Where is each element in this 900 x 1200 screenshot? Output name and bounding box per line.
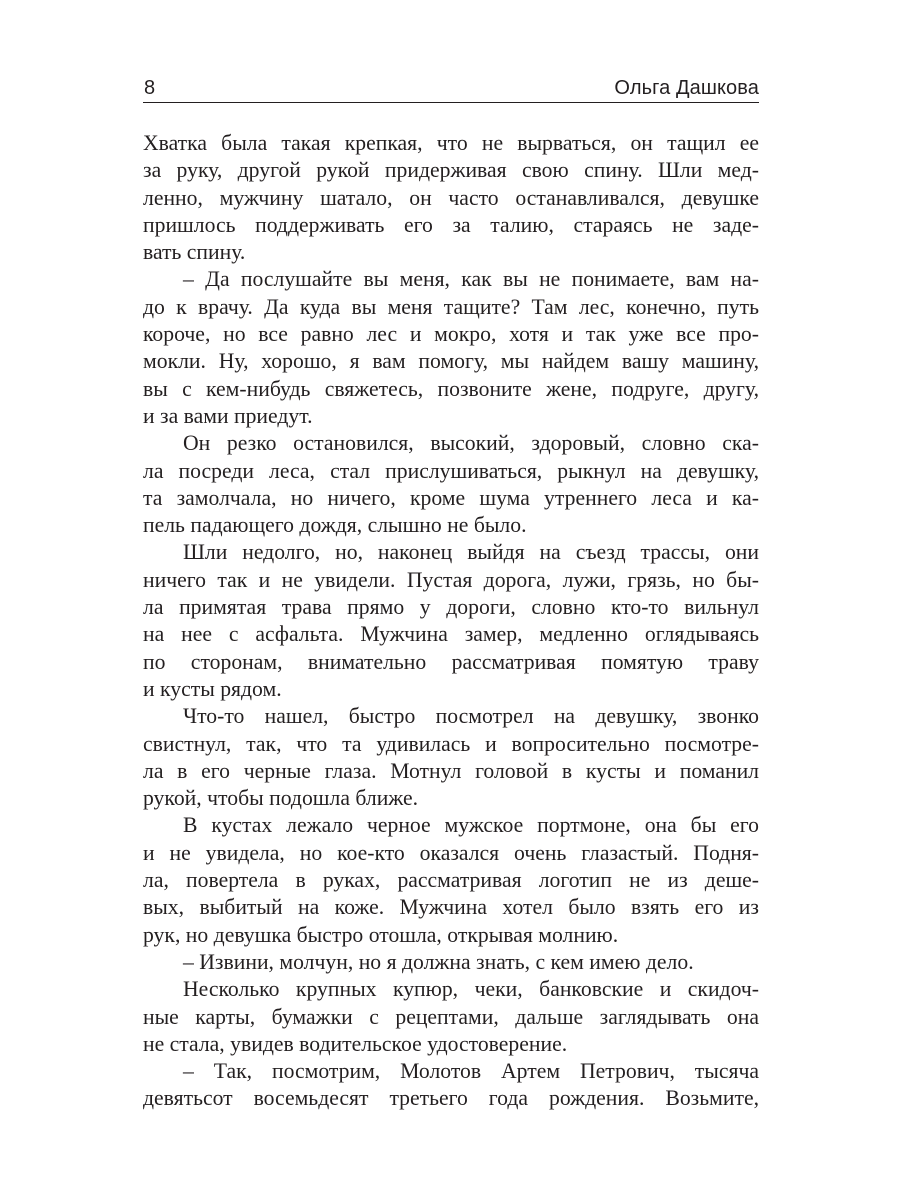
text-line: ные карты, бумажки с рецептами, дальше заглядывать она: [143, 1004, 759, 1029]
text-line: ла, повертела в руках, рассматривая логотип не из деше-: [143, 868, 759, 893]
text-line: свистнул, так, что та удивилась и вопросительно посмотре-: [143, 731, 759, 756]
text-line: та замолчала, но ничего, кроме шума утреннего леса и ка-: [143, 485, 759, 510]
text-line: ла в его черные глаза. Мотнул головой в кусты и поманил: [143, 758, 759, 783]
text-line: – Да послушайте вы меня, как вы не понимаете, вам на-: [183, 267, 759, 292]
text-line: вых, выбитый на коже. Мужчина хотел было взять его из: [143, 895, 759, 920]
text-line: Он резко остановился, высокий, здоровый, словно ска-: [183, 431, 759, 456]
page-header: [143, 72, 759, 103]
book-page: [143, 72, 759, 1113]
paragraph: [143, 430, 759, 539]
text-line: короче, но все равно лес и мокро, хотя и так уже все про-: [143, 322, 759, 347]
paragraph: [143, 539, 759, 703]
text-line: до к врачу. Да куда вы меня тащите? Там лес, конечно, путь: [143, 294, 759, 319]
body-text: [143, 130, 759, 1113]
text-line: ленно, мужчину шатало, он часто останавливался, девушке: [143, 185, 759, 210]
text-line: рукой, чтобы подошла ближе.: [143, 786, 419, 811]
text-line: за руку, другой рукой придерживая свою спину. Шли мед-: [143, 158, 759, 183]
text-line: ла примятая трава прямо у дороги, словно кто-то вильнул: [143, 595, 759, 620]
text-line: девятьсот восемьдесят третьего года рождения. Возьмите,: [143, 1086, 759, 1111]
text-line: Хватка была такая крепкая, что не вырваться, он тащил ее: [143, 131, 759, 155]
text-line: пришлось поддерживать его за талию, стараясь не заде-: [143, 212, 759, 237]
text-line: Несколько крупных купюр, чеки, банковские и скидоч-: [183, 977, 759, 1002]
paragraph: [143, 976, 759, 1058]
text-line: ла посреди леса, стал прислушиваться, рыкнул на девушку,: [143, 458, 759, 483]
paragraph: [143, 1058, 759, 1113]
text-line: – Так, посмотрим, Молотов Артем Петрович, тысяча: [183, 1059, 759, 1084]
text-line: вать спину.: [143, 240, 246, 265]
text-line: – Извини, молчун, но я должна знать, с кем имею дело.: [183, 949, 694, 974]
text-line: Что-то нашел, быстро посмотрел на девушку, звонко: [183, 704, 759, 729]
text-line: на нее с асфальта. Мужчина замер, медленно оглядываясь: [143, 622, 759, 647]
text-line: и за вами приедут.: [143, 403, 313, 428]
text-line: мокли. Ну, хорошо, я вам помогу, мы найдем вашу машину,: [143, 349, 759, 374]
paragraph: [143, 130, 759, 266]
text-line: не стала, увидев водительское удостоверение.: [143, 1031, 568, 1056]
page-number: 8: [144, 77, 156, 99]
text-line: ничего так и не увидели. Пустая дорога, лужи, грязь, но бы-: [143, 567, 759, 592]
text-line: и кусты рядом.: [143, 676, 282, 701]
text-line: В кустах лежало черное мужское портмоне, она бы его: [183, 813, 759, 838]
text-line: по сторонам, внимательно рассматривая помятую траву: [143, 649, 759, 674]
running-head-author: Ольга Дашкова: [614, 77, 759, 99]
text-line: и не увидела, но кое-кто оказался очень глазастый. Подня-: [143, 840, 759, 865]
paragraph: [143, 266, 759, 430]
text-line: рук, но девушка быстро отошла, открывая молнию.: [143, 922, 619, 947]
paragraph: [143, 703, 759, 812]
text-line: Шли недолго, но, наконец выйдя на съезд трассы, они: [183, 540, 759, 565]
paragraph: [143, 949, 759, 976]
paragraph: [143, 812, 759, 948]
text-line: пель падающего дождя, слышно не было.: [143, 513, 527, 538]
text-line: вы с кем-нибудь свяжетесь, позвоните жене, подруге, другу,: [143, 376, 759, 401]
